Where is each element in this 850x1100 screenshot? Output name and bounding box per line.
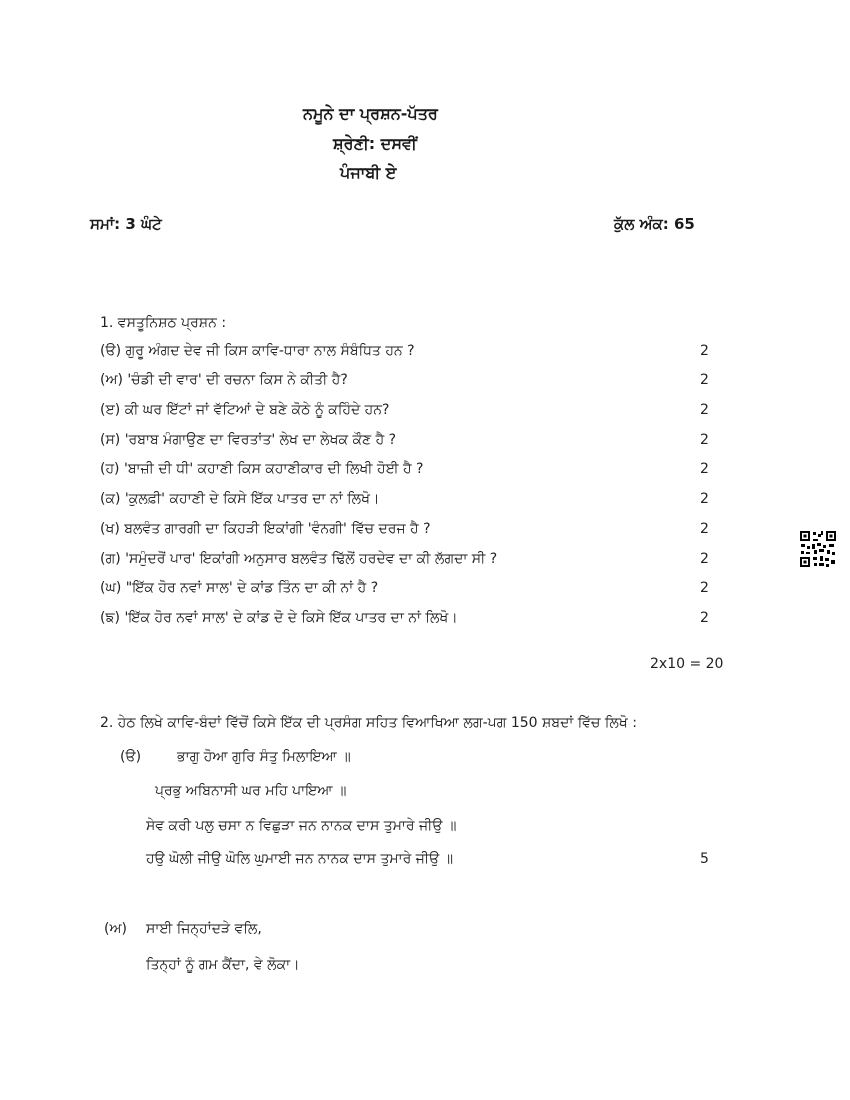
option-b-label: (ਅ) (104, 921, 127, 937)
question-text: (ਙ) 'ਇੱਕ ਹੋਰ ਨਵਾਂ ਸਾਲ' ਦੇ ਕਾਂਡ ਦੋ ਦੇ ਕਿਸੇ ਇੱਕ ਪਾਤਰ ਦਾ ਨਾਂ ਲਿਖੋ। (100, 610, 458, 626)
question-text: (ਖ) ਬਲਵੰਤ ਗਾਰਗੀ ਦਾ ਕਿਹੜੀ ਇਕਾਂਗੀ 'ਵੰਨਗੀ' ਵਿੱਚ ਦਰਜ ਹੈ ? (100, 521, 431, 537)
question-text: (ੳ) ਗੁਰੂ ਅੰਗਦ ਦੇਵ ਜੀ ਕਿਸ ਕਾਵਿ-ਧਾਰਾ ਨਾਲ ਸੰਬੰਧਿਤ ਹਨ ? (100, 343, 415, 359)
section2-heading: 2. ਹੇਠ ਲਿਖੇ ਕਾਵਿ-ਬੰਦਾਂ ਵਿੱਚੋਂ ਕਿਸੇ ਇੱਕ ਦੀ ਪ੍ਰਸੰਗ ਸਹਿਤ ਵਿਆਖਿਆ ਲਗ-ਪਗ 150 ਸ਼ਬਦਾਂ ਵਿੱਚ ਲਿਖੋ : (100, 715, 637, 731)
verse-line: ਸਾਈ ਜਿਨ੍ਹਾਂਦੜੇ ਵਲਿ, (146, 921, 262, 937)
question-marks: 2 (700, 432, 709, 448)
section1-total: 2x10 = 20 (650, 656, 724, 672)
verse-line: ਸੇਵ ਕਰੀ ਪਲੁ ਚਸਾ ਨ ਵਿਛੁੜਾ ਜਨ ਨਾਨਕ ਦਾਸ ਤੁਮਾਰੇ ਜੀਉ ॥ (146, 818, 457, 834)
question-marks: 2 (700, 402, 709, 418)
verse-line: ਭਾਗੁ ਹੋਆ ਗੁਰਿ ਸੰਤੁ ਮਿਲਾਇਆ ॥ (177, 749, 351, 765)
question-text: (ਅ) 'ਚੰਡੀ ਦੀ ਵਾਰ' ਦੀ ਰਚਨਾ ਕਿਸ ਨੇ ਕੀਤੀ ਹੈ? (100, 372, 348, 388)
question-marks: 2 (700, 551, 709, 567)
question-text: (ਘ) "ਇੱਕ ਹੋਰ ਨਵਾਂ ਸਾਲ' ਦੇ ਕਾਂਡ ਤਿੰਨ ਦਾ ਕੀ ਨਾਂ ਹੈ ? (100, 580, 379, 596)
question-text: (ਹ) 'ਬਾਜ਼ੀ ਦੀ ਧੀ' ਕਹਾਣੀ ਕਿਸ ਕਹਾਣੀਕਾਰ ਦੀ ਲਿਖੀ ਹੋਈ ਹੈ ? (100, 461, 424, 477)
question-marks: 2 (700, 343, 709, 359)
question-marks: 2 (700, 372, 709, 388)
total-marks-label: ਕੁੱਲ ਅੰਕ: 65 (614, 215, 695, 233)
subject-label: ਪੰਜਾਬੀ ਏ (340, 163, 397, 182)
question-marks: 2 (700, 521, 709, 537)
class-label: ਸ਼੍ਰੇਣੀ: ਦਸਵੀਂ (333, 134, 417, 153)
question-text: (ਸ) 'ਰਬਾਬ ਮੰਗਾਉਣ ਦਾ ਵਿਰਤਾਂਤ' ਲੇਖ ਦਾ ਲੇਖਕ ਕੌਣ ਹੈ ? (100, 432, 397, 448)
time-label: ਸਮਾਂ: 3 ਘੰਟੇ (90, 215, 162, 233)
question-text: (ਕ) 'ਕੁਲਫ਼ੀ' ਕਹਾਣੀ ਦੇ ਕਿਸੇ ਇੱਕ ਪਾਤਰ ਦਾ ਨਾਂ ਲਿਖੋ। (100, 491, 380, 507)
verse-line: ਤਿਨ੍ਹਾਂ ਨੂੰ ਗਮ ਕੈਂਦਾ, ਵੇ ਲੋਕਾ। (146, 957, 300, 973)
question-text: (ਗ) 'ਸਮੁੰਦਰੋਂ ਪਾਰ' ਇਕਾਂਗੀ ਅਨੁਸਾਰ ਬਲਵੰਤ ਢਿੱਲੋਂ ਹਰਦੇਵ ਦਾ ਕੀ ਲੱਗਦਾ ਸੀ ? (100, 551, 498, 567)
question-marks: 2 (700, 461, 709, 477)
qr-code-icon (799, 530, 837, 568)
option-a-label: (ੳ) (120, 749, 142, 765)
option-a-marks: 5 (700, 851, 709, 867)
question-marks: 2 (700, 610, 709, 626)
paper-title: ਨਮੂਨੇ ਦਾ ਪ੍ਰਸ਼ਨ-ਪੱਤਰ (303, 104, 438, 123)
verse-line: ਹਉ ਘੋਲੀ ਜੀਉ ਘੋਲਿ ਘੁਮਾਈ ਜਨ ਨਾਨਕ ਦਾਸ ਤੁਮਾਰੇ ਜੀਉ ॥ (146, 851, 454, 867)
verse-line: ਪ੍ਰਭੁ ਅਬਿਨਾਸੀ ਘਰ ਮਹਿ ਪਾਇਆ ॥ (155, 783, 347, 799)
question-text: (ੲ) ਕੀ ਘਰ ਇੱਟਾਂ ਜਾਂ ਵੱਟਿਆਂ ਦੇ ਬਣੇ ਕੋਠੇ ਨੂੰ ਕਹਿੰਦੇ ਹਨ? (100, 402, 390, 418)
section1-heading: 1. ਵਸਤੂਨਿਸ਼ਠ ਪ੍ਰਸ਼ਨ : (100, 315, 227, 331)
question-marks: 2 (700, 491, 709, 507)
question-marks: 2 (700, 580, 709, 596)
